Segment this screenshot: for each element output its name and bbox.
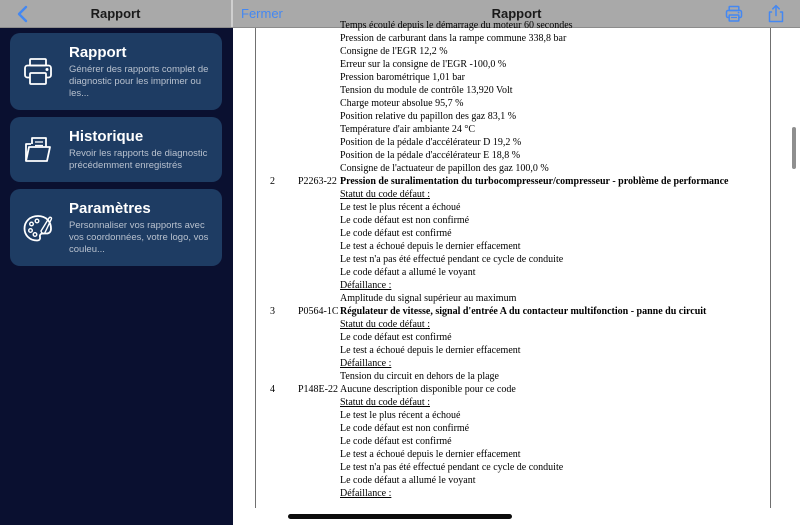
sidebar-item-historique[interactable] [10,117,222,182]
chevron-left-icon[interactable] [16,5,28,23]
report-line: Position de la pédale d'accélérateur E 18,8 % [340,150,521,161]
report-line: Le test a échoué depuis le dernier effacement [340,241,521,252]
report-line: Statut du code défaut : [340,319,430,330]
sidebar-item-title: Rapport [69,44,127,61]
report-line: Le test le plus récent a échoué [340,410,461,421]
report-line: Défaillance : [340,358,392,369]
report-line: Le test a échoué depuis le dernier effacement [340,345,521,356]
dtc-title: Pression de suralimentation du turbocompresseur/compresseur - problème de performance [340,176,729,187]
report-line: Pression de carburant dans la rampe commune 338,8 bar [340,33,567,44]
report-line: Le code défaut a allumé le voyant [340,475,476,486]
sidebar-item-description: Personnaliser vos rapports avec vos coordonnées, votre logo, vos couleu... [69,220,209,255]
report-line: Le test a échoué depuis le dernier effacement [340,449,521,460]
dtc-code: P148E-22 [298,384,338,395]
dtc-header-row [256,175,770,188]
card-text [69,199,212,256]
report-line: Le test le plus récent a échoué [340,202,461,213]
dtc-header-row [256,383,770,396]
nav-action-icons [724,0,786,27]
sidebar-item-title: Historique [69,128,144,145]
report-line: Position relative du papillon des gaz 83,1 % [340,111,517,122]
report-line: Le code défaut est confirmé [340,228,452,239]
sidebar-item-description: Générer des rapports complet de diagnostic pour les imprimer ou les... [69,64,209,99]
sidebar [0,28,233,525]
printer-icon [20,54,56,90]
sidebar-item-description: Revoir les rapports de diagnostic précédemment enregistrés [69,148,208,171]
dtc-index: 2 [270,176,275,187]
dtc-index: 4 [270,384,275,395]
share-icon[interactable] [766,4,786,24]
home-indicator[interactable] [288,514,512,519]
report-line: Tension du module de contrôle 13,920 Volt [340,85,513,96]
sidebar-item-parametres[interactable] [10,189,222,266]
report-line: Erreur sur la consigne de l'EGR -100,0 % [340,59,507,70]
page-right-border [770,28,771,508]
card-text [69,127,212,172]
report-line: Température d'air ambiante 24 °C [340,124,476,135]
report-line: Position de la pédale d'accélérateur D 19,2 % [340,137,522,148]
printer-icon[interactable] [724,4,744,24]
report-line: Le code défaut a allumé le voyant [340,267,476,278]
report-line: Le test n'a pas été effectué pendant ce cycle de conduite [340,254,564,265]
palette-icon [20,210,56,246]
history-folder-icon [20,132,56,168]
report-document[interactable] [256,20,770,506]
report-content [256,19,770,500]
dtc-title: Régulateur de vitesse, signal d'entrée A du contacteur multifonction - panne du circuit [340,306,707,317]
dtc-header-row [256,305,770,318]
report-line: Le code défaut est confirmé [340,436,452,447]
dtc-code: P0564-1C [298,306,339,317]
report-line: Défaillance : [340,488,392,499]
report-line: Pression barométrique 1,01 bar [340,72,465,83]
report-line: Statut du code défaut : [340,189,430,200]
sidebar-navbar [0,0,233,27]
dtc-code: P2263-22 [298,176,337,187]
close-button[interactable]: Fermer [241,6,283,21]
report-line: Consigne de l'EGR 12,2 % [340,46,448,57]
sidebar-item-rapport[interactable] [10,33,222,110]
sidebar-nav-title: Rapport [90,6,141,21]
report-line-partial: Temps écoulé depuis le démarrage du moteur 60 secondes [340,20,573,31]
report-line: Le code défaut est non confirmé [340,215,470,226]
dtc-title: Aucune description disponible pour ce code [340,384,516,395]
dtc-index: 3 [270,306,275,317]
report-nav-title: Rapport [491,6,542,21]
report-line: Charge moteur absolue 95,7 % [340,98,464,109]
sidebar-item-title: Paramètres [69,200,151,217]
card-text [69,43,212,100]
report-line: Le code défaut est non confirmé [340,423,470,434]
report-line: Amplitude du signal supérieur au maximum [340,293,517,304]
report-line: Le test n'a pas été effectué pendant ce cycle de conduite [340,462,564,473]
report-line: Statut du code défaut : [340,397,430,408]
report-line: Défaillance : [340,280,392,291]
report-line: Tension du circuit en dehors de la plage [340,371,499,382]
report-line: Le code défaut est confirmé [340,332,452,343]
report-line: Consigne de l'actuateur de papillon des gaz 100,0 % [340,163,549,174]
scrollbar-thumb[interactable] [792,127,796,169]
